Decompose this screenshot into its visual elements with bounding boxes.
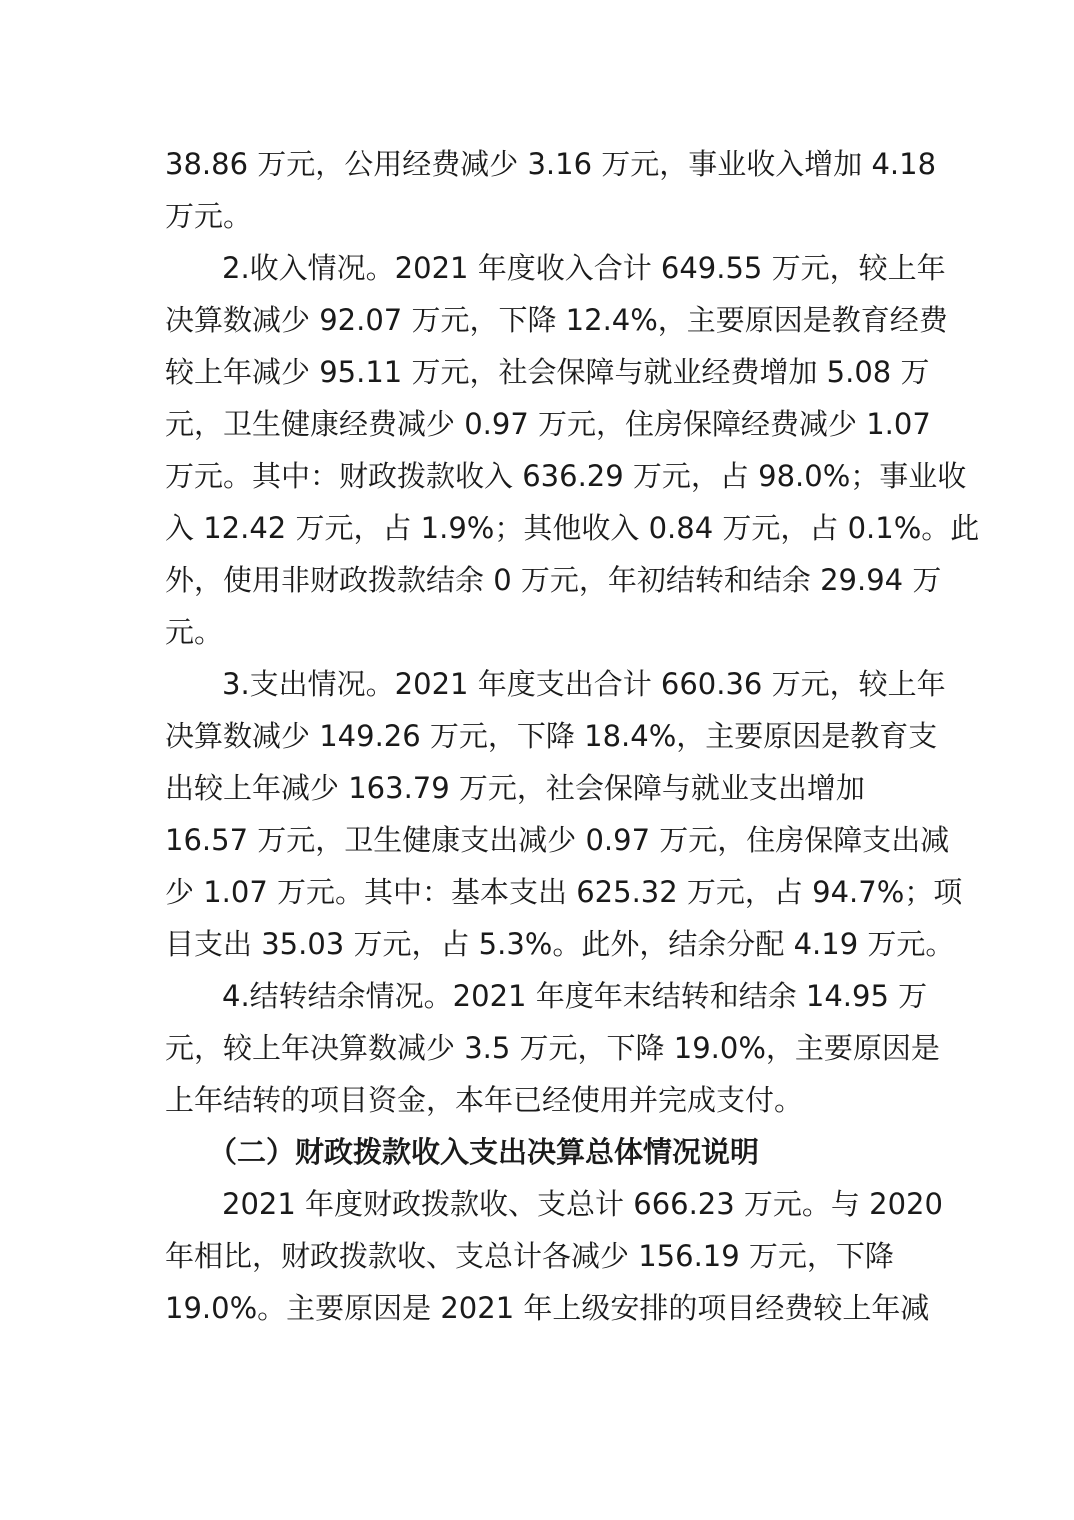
body-text-line: 入 12.42 万元，占 1.9%；其他收入 0.84 万元，占 0.1%。此: [165, 511, 980, 545]
body-text-line: 元，卫生健康经费减少 0.97 万元，住房保障经费减少 1.07: [165, 407, 931, 441]
paragraph-balance-start: 4.结转结余情况。2021 年度年末结转和结余 14.95 万: [222, 979, 928, 1013]
body-text-line: 较上年减少 95.11 万元，社会保障与就业经费增加 5.08 万: [165, 355, 930, 389]
body-text-line: 元。: [165, 615, 224, 649]
body-text-line: 年相比，财政拨款收、支总计各减少 156.19 万元，下降: [165, 1239, 894, 1273]
body-text-line: 元，较上年决算数减少 3.5 万元，下降 19.0%，主要原因是: [165, 1031, 940, 1065]
body-text-line: 目支出 35.03 万元，占 5.3%。此外，结余分配 4.19 万元。: [165, 927, 955, 961]
body-text-line: 出较上年减少 163.79 万元，社会保障与就业支出增加: [165, 771, 865, 805]
body-text-line: 19.0%。主要原因是 2021 年上级安排的项目经费较上年减: [165, 1291, 930, 1325]
body-text-line: 决算数减少 92.07 万元，下降 12.4%，主要原因是教育经费: [165, 303, 948, 337]
body-text-line: 万元。其中：财政拨款收入 636.29 万元，占 98.0%；事业收: [165, 459, 967, 493]
body-text-line: 38.86 万元，公用经费减少 3.16 万元，事业收入增加 4.18: [165, 147, 937, 181]
body-text-line: 外，使用非财政拨款结余 0 万元，年初结转和结余 29.94 万: [165, 563, 942, 597]
section-heading: （二）财政拨款收入支出决算总体情况说明: [208, 1135, 760, 1169]
body-text-line: 16.57 万元，卫生健康支出减少 0.97 万元，住房保障支出减: [165, 823, 950, 857]
body-text-line: 少 1.07 万元。其中：基本支出 625.32 万元，占 94.7%；项: [165, 875, 963, 909]
body-text-line: 上年结转的项目资金，本年已经使用并完成支付。: [165, 1083, 804, 1117]
body-text-line: 万元。: [165, 199, 253, 233]
paragraph-fiscal-start: 2021 年度财政拨款收、支总计 666.23 万元。与 2020: [222, 1187, 943, 1221]
body-text-line: 决算数减少 149.26 万元，下降 18.4%，主要原因是教育支: [165, 719, 938, 753]
paragraph-income-start: 2.收入情况。2021 年度收入合计 649.55 万元，较上年: [222, 251, 946, 285]
paragraph-expense-start: 3.支出情况。2021 年度支出合计 660.36 万元，较上年: [222, 667, 946, 701]
